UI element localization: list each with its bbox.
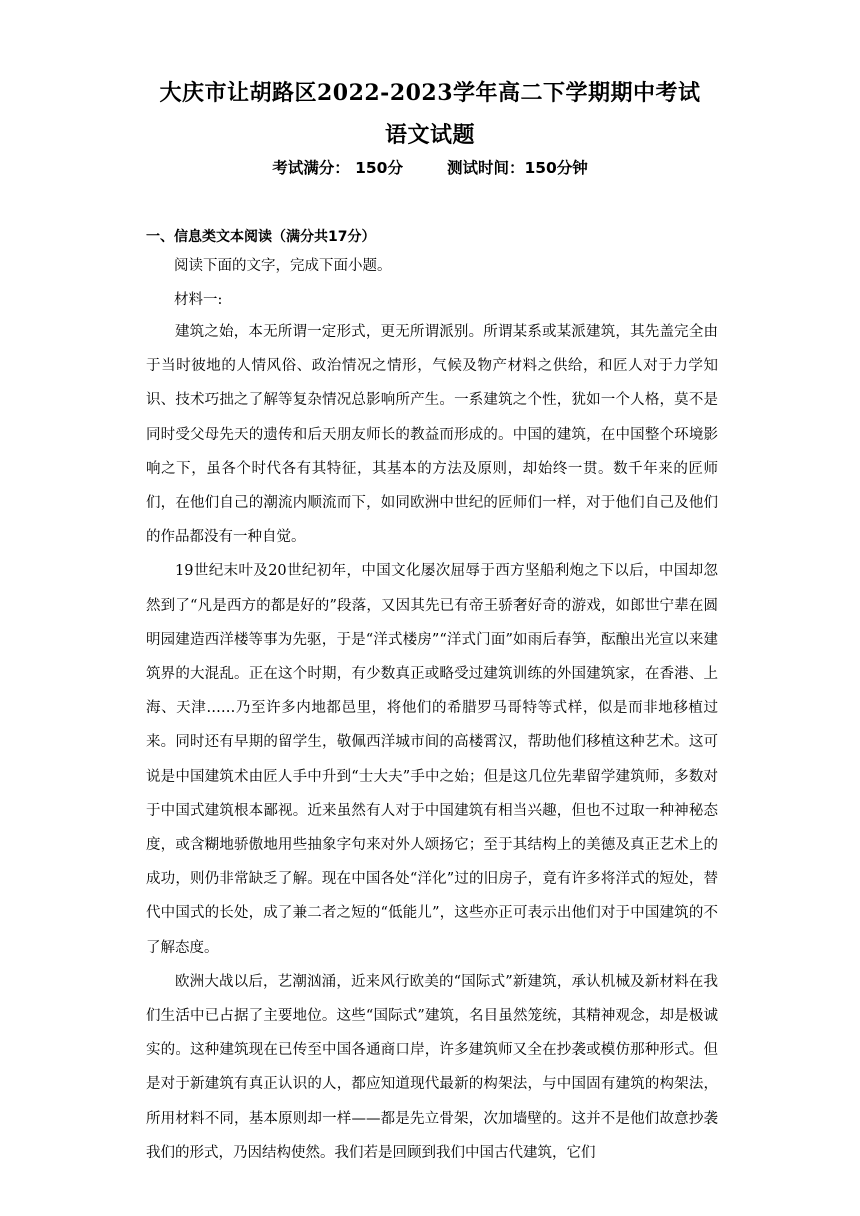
section-heading: 一、信息类文本阅读（满分共17分） [146,229,376,245]
material-label: 材料一: [174,292,223,308]
full-score: 考试满分： 150分 [272,159,403,177]
exam-subtitle: 语文试题 [384,122,475,148]
paragraph: 建筑之始，本无所谓一定形式，更无所谓派别。所谓某系或某派建筑，其先盖完全由于当时彼地的人情风俗、政治情况之情形，气候及物产材料之供给，和匠人对于力学知识、技术巧拙之了解等复杂情况总影响所产生。一系建筑之个性，犹如一个人格，莫不是同时受父母先天的遗传和后天朋友师长的教益而形成的。中国的建筑，在中国整个环境影响之下，虽各个时代各有其特征，其基本的方法及原则，却始终一贯。数千年来的匠师们，在他们自己的潮流内顺流而下，如同欧洲中世纪的匠师们一样，对于他们自己及他们的作品都没有一种自觉。 [146,324,718,546]
material-text [146,315,718,1170]
reading-instruction: 阅读下面的文字，完成下面小题。 [174,258,392,274]
paragraph: 19世纪末叶及20世纪初年，中国文化屡次屈辱于西方坚船利炮之下以后，中国却忽然到了“凡是西方的都是好的”段落，又因其先已有帝王骄奢好奇的游戏，如郎世宁辈在圆明园建造西洋楼等事为先驱，于是“洋式楼房”“洋式门面”如雨后春笋，酝酿出光宣以来建筑界的大混乱。正在这个时期，有少数真正或略受过建筑训练的外国建筑家，在香港、上海、天津……乃至许多内地都邑里，将他们的希腊罗马哥特等式样，似是而非地移植过来。同时还有早期的留学生，敬佩西洋城市间的高楼霄汉，帮助他们移植这种艺术。这可说是中国建筑术由匠人手中升到“士大夫”手中之始；但是这几位先辈留学建筑师，多数对于中国式建筑根本鄙视。近来虽然有人对于中国建筑有相当兴趣，但也不过取一种神秘态度，或含糊地骄傲地用些抽象字句来对外人颂扬它；至于其结构上的美德及真正艺术上的成功，则仍非常缺乏了解。现在中国各处“洋化”过的旧房子，竟有许多将洋式的短处，替代中国式的长处，成了兼二者之短的“低能儿”，这些亦正可表示出他们对于中国建筑的不了解态度。 [146,563,718,956]
test-time: 测试时间：150分钟 [446,159,588,177]
exam-meta [0,156,860,178]
paragraph: 欧洲大战以后，艺潮汹涌，近来风行欧美的“国际式”新建筑，承认机械及新材料在我们生活中已占据了主要地位。这些“国际式”建筑，名目虽然笼统，其精神观念，却是极诚实的。这种建筑现在已传至中国各通商口岸，许多建筑师又全在抄袭或模仿那种形式。但是对于新建筑有真正认识的人，都应知道现代最新的构架法，与中国固有建筑的构架法，所用材料不同，基本原则却一样——都是先立骨架，次加墙壁的。这并不是他们故意抄袭我们的形式，乃因结构使然。我们若是回顾到我们中国古代建筑，它们 [146,973,718,1161]
exam-title: 大庆市让胡路区2022-2023学年高二下学期期中考试 [159,80,701,106]
